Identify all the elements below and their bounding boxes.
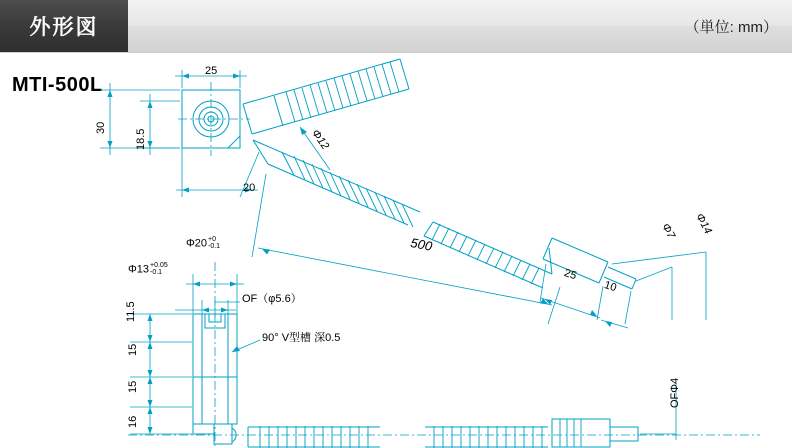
header-bar (0, 0, 792, 53)
dim-h-15a: 15 (127, 343, 139, 356)
dim-dia-13-tol-dn: -0.1 (150, 269, 163, 277)
dim-dia-7: Φ7 (659, 221, 678, 241)
header-unit-note: （単位: mm） (684, 18, 778, 36)
dim-seg-10: 10 (602, 279, 618, 295)
label-of-5-6: OF（φ5.6） (242, 293, 302, 305)
dim-length-500: 500 (409, 235, 434, 254)
dim-dia-20-value: Φ20 (186, 237, 208, 250)
dim-h-16: 16 (127, 415, 139, 428)
dim-h-11-5: 11.5 (125, 301, 137, 322)
dim-dia-12: Φ12 (308, 127, 332, 152)
header-title: 外形図 (0, 0, 128, 52)
main-conduit (253, 140, 552, 288)
dim-dia-13 (128, 262, 168, 277)
dim-dia-20-tol-up: +0 (208, 236, 216, 243)
dim-left-height: 30 (95, 121, 107, 134)
lower-conduit (248, 419, 638, 448)
dim-dia-20-tol-dn: -0.1 (208, 243, 221, 251)
dim-top-width: 25 (205, 65, 218, 77)
upper-conduit (243, 59, 409, 134)
dim-seg-25: 25 (562, 267, 578, 283)
label-of-4: OFΦ4 (669, 377, 681, 408)
label-v-groove: 90° V型槽 深0.5 (262, 332, 341, 344)
end-connector (543, 238, 636, 289)
dim-dia-20 (186, 236, 220, 251)
dim-left-inner: 18.5 (135, 128, 147, 150)
dim-dia-13-tol-up: +0.05 (150, 262, 168, 269)
dim-h-15b: 15 (127, 380, 139, 393)
model-name: MTI-500L (12, 74, 103, 96)
dim-dia-14: Φ14 (693, 211, 714, 237)
dim-offset-20: 20 (243, 182, 256, 194)
dim-dia-13-value: Φ13 (128, 263, 150, 276)
